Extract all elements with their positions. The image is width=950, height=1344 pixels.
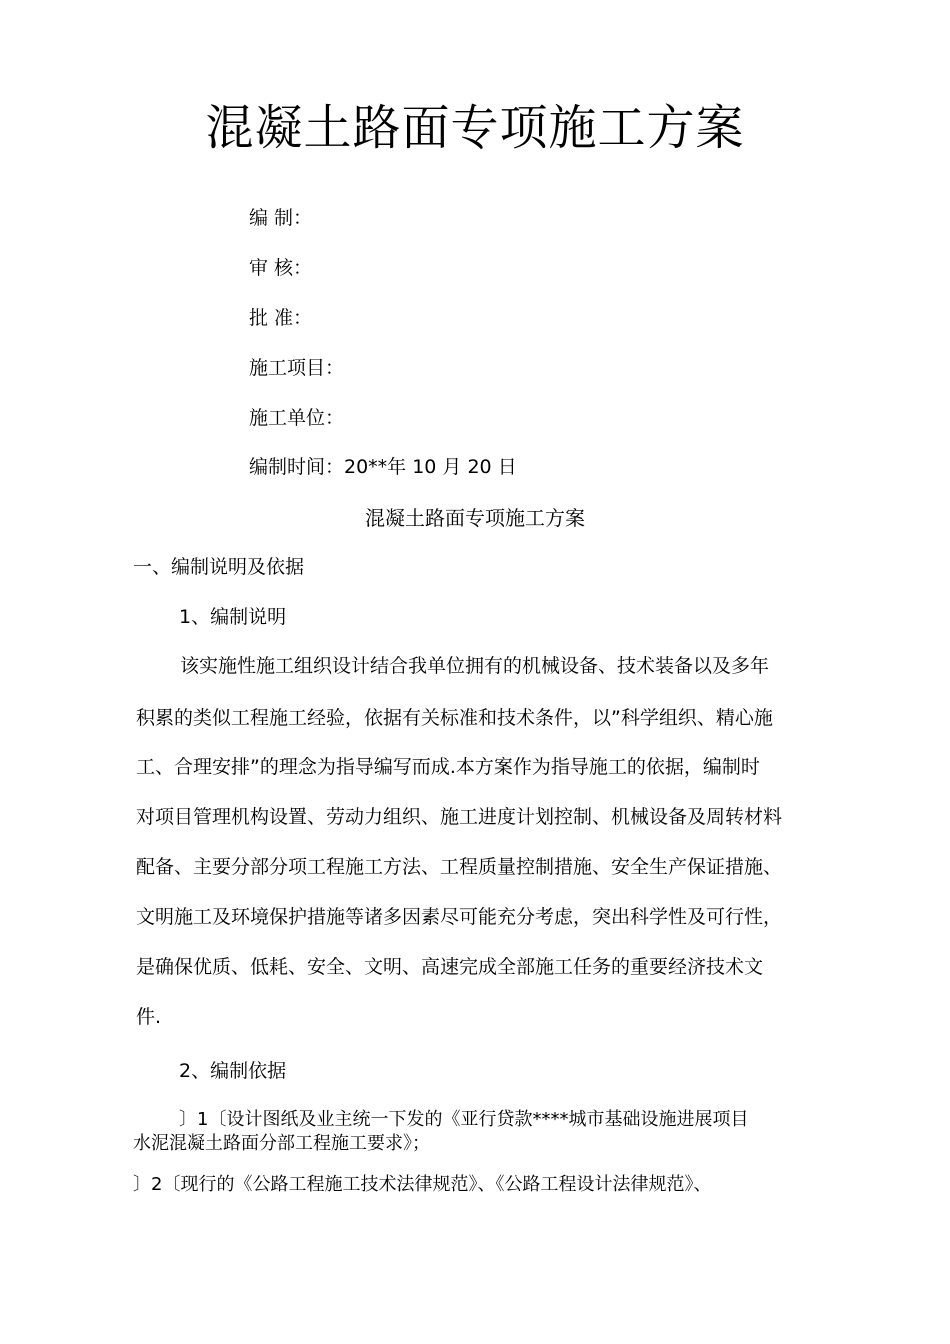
document-subtitle: 混凝土路面专项施工方案 bbox=[365, 506, 585, 530]
compile-date: 编制时间：20**年 10 月 20 日 bbox=[249, 456, 517, 478]
reviewed-by-label: 审 核： bbox=[249, 257, 313, 279]
approved-by-label: 批 准： bbox=[249, 307, 313, 329]
paragraph-line: 对项目管理机构设置、劳动力组织、施工进度计划控制、机械设备及周转材料 bbox=[136, 806, 783, 828]
reference-line: 水泥混凝土路面分部工程施工要求》； bbox=[133, 1133, 430, 1154]
paragraph-line: 件. bbox=[136, 1006, 162, 1028]
compiled-by-label: 编 制： bbox=[249, 207, 313, 229]
unit-label: 施工单位： bbox=[249, 407, 345, 429]
paragraph-line: 是确保优质、低耗、安全、文明、高速完成全部施工任务的重要经济技术文 bbox=[136, 956, 764, 978]
paragraph-line: 该实施性施工组织设计结合我单位拥有的机械设备、技术装备以及多年 bbox=[180, 655, 770, 677]
paragraph-line: 积累的类似工程施工经验，依据有关标准和技术条件，以”科学组织、精心施 bbox=[136, 707, 773, 729]
section-heading: 一、编制说明及依据 bbox=[133, 556, 305, 578]
paragraph-line: 配备、主要分部分项工程施工方法、工程质量控制措施、安全生产保证措施、 bbox=[136, 856, 783, 878]
reference-line: 〕2〔现行的《公路工程施工技术法律规范》、《公路工程设计法律规范》、 bbox=[133, 1174, 712, 1195]
reference-line: 〕1〔设计图纸及业主统一下发的《亚行贷款****城市基础设施进展项目 bbox=[179, 1109, 749, 1130]
project-label: 施工项目： bbox=[249, 357, 345, 379]
document-title: 混凝土路面专项施工方案 bbox=[205, 100, 745, 156]
paragraph-line: 工、合理安排”的理念为指导编写而成.本方案作为指导施工的依据，编制时 bbox=[136, 756, 760, 778]
subsection-heading: 1、编制说明 bbox=[179, 606, 287, 628]
subsection-heading: 2、编制依据 bbox=[179, 1060, 287, 1082]
paragraph-line: 文明施工及环境保护措施等诸多因素尽可能充分考虑，突出科学性及可行性， bbox=[136, 906, 783, 928]
